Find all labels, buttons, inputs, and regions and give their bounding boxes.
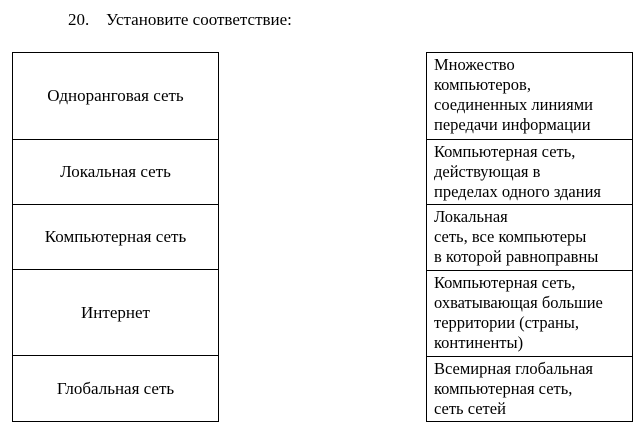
definition-line: пределах одного здания [434, 182, 602, 201]
definition-line: в которой равноправны [434, 247, 599, 266]
definition-line: территории (страны, [434, 313, 579, 332]
term-cell[interactable]: Компьютерная сеть [12, 204, 219, 270]
definitions-column [426, 52, 633, 422]
definition-cell[interactable] [426, 139, 633, 205]
task-heading [68, 10, 292, 30]
definition-line: Компьютерная сеть, [434, 273, 576, 292]
terms-column [12, 52, 219, 422]
definition-line: действующая в [434, 162, 541, 181]
definition-line: сеть, все компьютеры [434, 227, 587, 246]
definition-line: сеть сетей [434, 399, 506, 418]
definition-line: Множество [434, 55, 515, 74]
term-cell[interactable]: Интернет [12, 269, 219, 356]
definition-line: Локальная [434, 207, 508, 226]
definition-line: Всемирная глобальная [434, 359, 594, 378]
definition-line: континенты) [434, 333, 524, 352]
definition-line: охватывающая большие [434, 293, 603, 312]
definition-cell[interactable] [426, 356, 633, 422]
task-number: 20. [68, 10, 90, 29]
definition-cell[interactable] [426, 270, 633, 357]
definition-cell[interactable] [426, 204, 633, 271]
term-cell[interactable]: Локальная сеть [12, 139, 219, 205]
term-cell[interactable]: Одноранговая сеть [12, 52, 219, 140]
definition-line: компьютеров, [434, 75, 531, 94]
term-cell[interactable]: Глобальная сеть [12, 355, 219, 422]
definition-line: компьютерная сеть, [434, 379, 573, 398]
definition-line: Компьютерная сеть, [434, 142, 576, 161]
definition-cell[interactable] [426, 52, 633, 140]
definition-line: передачи информации [434, 115, 591, 134]
definition-line: соединенных линиями [434, 95, 593, 114]
task-instruction: Установите соответствие: [106, 10, 292, 29]
